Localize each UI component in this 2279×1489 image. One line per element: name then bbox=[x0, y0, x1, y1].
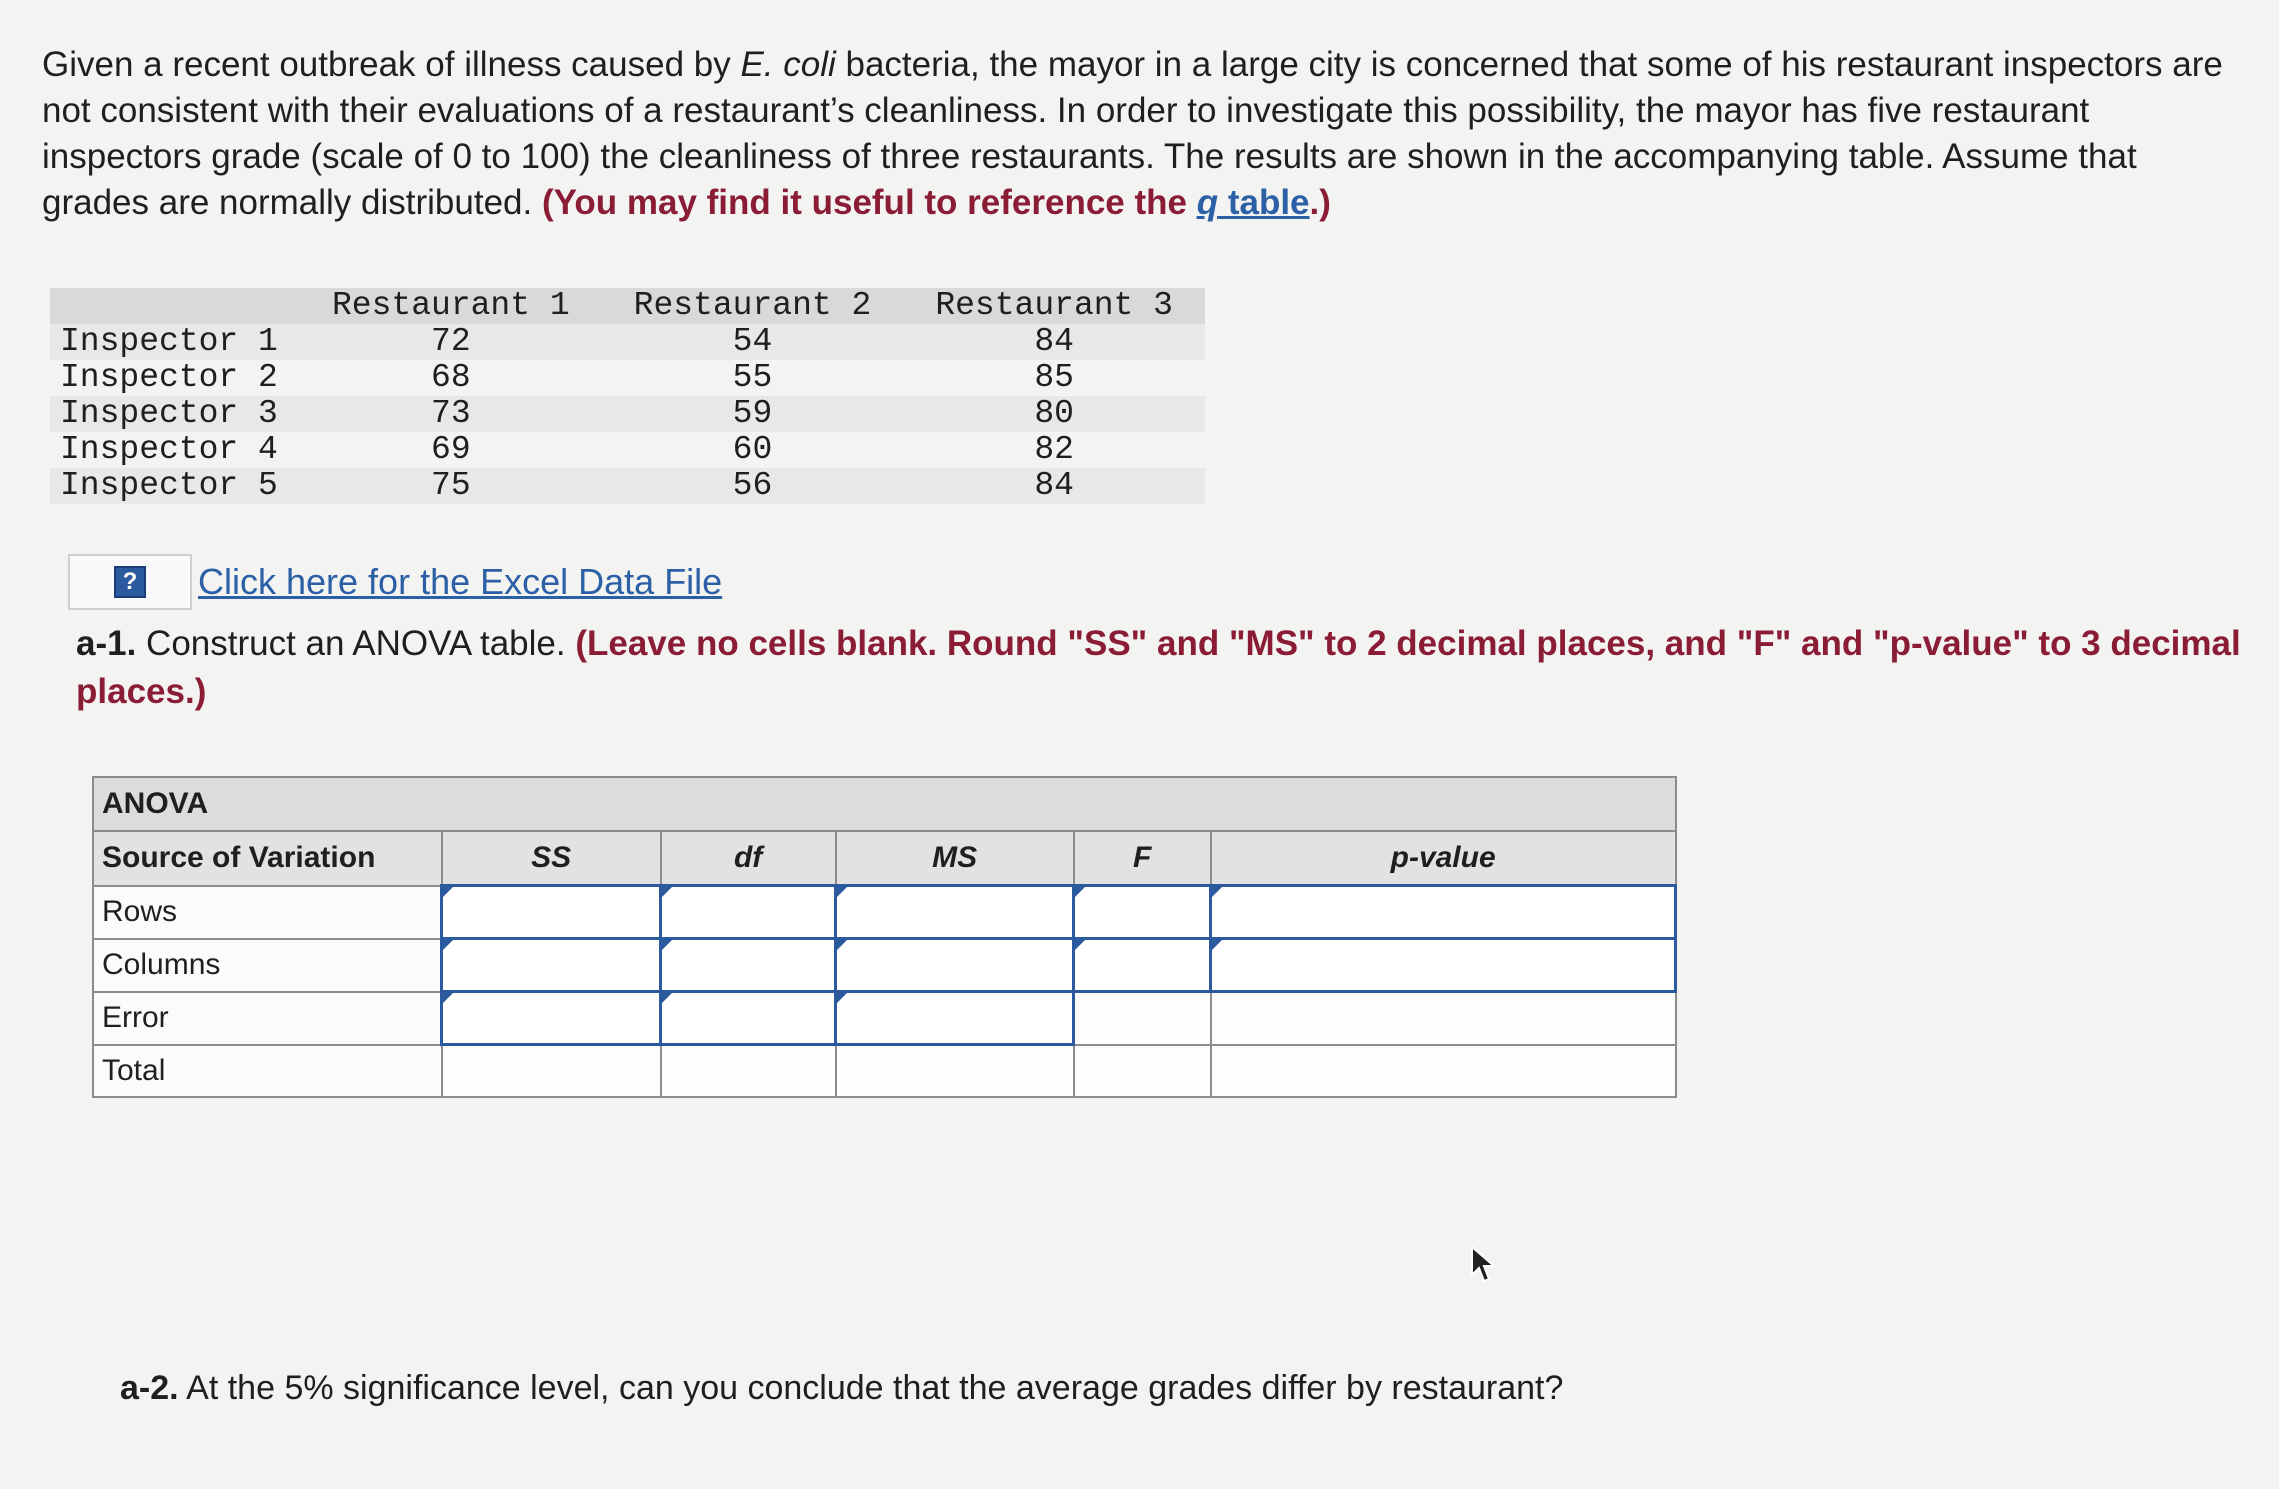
table-row bbox=[50, 468, 1205, 504]
table-cell: 85 bbox=[1034, 359, 1074, 396]
data-table-header bbox=[50, 288, 1205, 324]
table-cell: 73 bbox=[431, 395, 471, 432]
question-a1-instructions: (Leave no cells blank. Round "SS" and "MS" to 2 decimal places, and "F" and "p-value" to 3 decimal places.) bbox=[76, 624, 2241, 711]
inspector-grades-table bbox=[50, 288, 1205, 504]
table-cell: 72 bbox=[431, 323, 471, 360]
table-link-word: table bbox=[1218, 183, 1310, 222]
total-p-value-cell bbox=[1211, 1045, 1676, 1098]
anova-row-rows bbox=[93, 886, 1676, 939]
anova-table bbox=[92, 776, 1677, 1098]
q-link-letter: q bbox=[1196, 183, 1219, 222]
total-f-cell bbox=[1074, 1045, 1211, 1098]
q-table-link[interactable] bbox=[1197, 183, 1310, 222]
anova-row-error bbox=[93, 992, 1676, 1045]
row-label-total: Total bbox=[93, 1045, 442, 1098]
intro-italic: E. coli bbox=[740, 45, 836, 84]
header-restaurant-1: Restaurant 1 bbox=[332, 287, 570, 324]
table-cell: 82 bbox=[1034, 431, 1074, 468]
columns-p-value-input[interactable] bbox=[1211, 939, 1676, 992]
total-df-cell bbox=[661, 1045, 836, 1098]
row-label: Inspector 1 bbox=[60, 323, 278, 360]
question-a2 bbox=[120, 1365, 1563, 1411]
header-p-value: p-value bbox=[1211, 831, 1676, 886]
columns-ss-input[interactable] bbox=[442, 939, 661, 992]
question-a1-text: Construct an ANOVA table. bbox=[136, 624, 576, 663]
anova-title-row bbox=[93, 777, 1676, 831]
header-restaurant-2: Restaurant 2 bbox=[633, 287, 872, 324]
total-ms-cell bbox=[836, 1045, 1074, 1098]
intro-emph-before: (You may find it useful to reference the bbox=[541, 183, 1197, 222]
help-button[interactable] bbox=[68, 554, 192, 610]
columns-ms-input[interactable] bbox=[836, 939, 1074, 992]
rows-p-value-input[interactable] bbox=[1211, 886, 1676, 939]
header-restaurant-3: Restaurant 3 bbox=[935, 287, 1173, 324]
question-a2-label: a-2. bbox=[120, 1369, 179, 1407]
rows-ms-input[interactable] bbox=[836, 886, 1074, 939]
question-a2-text: At the 5% significance level, can you conclude that the average grades differ by restaurant? bbox=[178, 1369, 1564, 1407]
rows-df-input[interactable] bbox=[661, 886, 836, 939]
table-cell: 84 bbox=[1034, 467, 1074, 504]
table-cell: 75 bbox=[431, 467, 471, 504]
error-p-value-cell bbox=[1211, 992, 1676, 1045]
intro-text-2: bacteria, the mayor in a large city is concerned that some of his restaurant inspectors are not consistent with their evaluations of a restaurant’s cleanliness. In order to investigate this possibility, the mayor has five restaurant inspectors grade (scale of 0 to 100) the cleanliness of three restaurants. The results are shown in the accompanying table. Assume that grades are normally distributed. bbox=[42, 45, 2223, 222]
row-label: Inspector 5 bbox=[60, 467, 278, 504]
mouse-cursor-icon bbox=[1470, 1245, 1498, 1285]
rows-f-input[interactable] bbox=[1074, 886, 1211, 939]
error-df-input[interactable] bbox=[661, 992, 836, 1045]
table-cell: 55 bbox=[732, 359, 773, 396]
table-cell: 80 bbox=[1034, 395, 1074, 432]
table-row bbox=[50, 324, 1205, 360]
table-cell: 69 bbox=[431, 431, 471, 468]
columns-df-input[interactable] bbox=[661, 939, 836, 992]
table-row bbox=[50, 396, 1205, 432]
anova-title: ANOVA bbox=[93, 777, 1676, 831]
columns-f-input[interactable] bbox=[1074, 939, 1211, 992]
intro-emph-after: .) bbox=[1309, 183, 1331, 222]
table-cell: 59 bbox=[732, 395, 773, 432]
row-label: Inspector 3 bbox=[60, 395, 278, 432]
question-mark-icon: ? bbox=[114, 566, 146, 598]
header-blank bbox=[50, 288, 300, 324]
table-cell: 84 bbox=[1034, 323, 1074, 360]
row-label-error: Error bbox=[93, 992, 442, 1045]
anova-header-row bbox=[93, 831, 1676, 886]
row-label-columns: Columns bbox=[93, 939, 442, 992]
row-label-rows: Rows bbox=[93, 886, 442, 939]
table-cell: 60 bbox=[732, 431, 773, 468]
intro-text-1: Given a recent outbreak of illness caused by bbox=[42, 45, 741, 84]
question-a1 bbox=[76, 620, 2246, 716]
header-ms: MS bbox=[836, 831, 1074, 886]
header-f: F bbox=[1074, 831, 1211, 886]
row-label: Inspector 2 bbox=[60, 359, 278, 396]
anova-row-total bbox=[93, 1045, 1676, 1098]
rows-ss-input[interactable] bbox=[442, 886, 661, 939]
error-f-cell bbox=[1074, 992, 1211, 1045]
excel-data-file-row bbox=[68, 555, 722, 609]
problem-intro bbox=[42, 42, 2232, 226]
table-cell: 54 bbox=[732, 323, 773, 360]
error-ms-input[interactable] bbox=[836, 992, 1074, 1045]
anova-row-columns bbox=[93, 939, 1676, 992]
row-label: Inspector 4 bbox=[60, 431, 278, 468]
header-ss: SS bbox=[442, 831, 661, 886]
question-a1-label: a-1. bbox=[76, 624, 137, 663]
total-ss-cell bbox=[442, 1045, 661, 1098]
header-source-of-variation: Source of Variation bbox=[93, 831, 442, 886]
intro-reference-note bbox=[542, 183, 1331, 222]
table-row bbox=[50, 360, 1205, 396]
table-cell: 68 bbox=[431, 359, 471, 396]
excel-data-file-link[interactable]: Click here for the Excel Data File bbox=[198, 561, 723, 602]
error-ss-input[interactable] bbox=[442, 992, 661, 1045]
header-df: df bbox=[661, 831, 836, 886]
table-cell: 56 bbox=[732, 467, 773, 504]
table-row bbox=[50, 432, 1205, 468]
